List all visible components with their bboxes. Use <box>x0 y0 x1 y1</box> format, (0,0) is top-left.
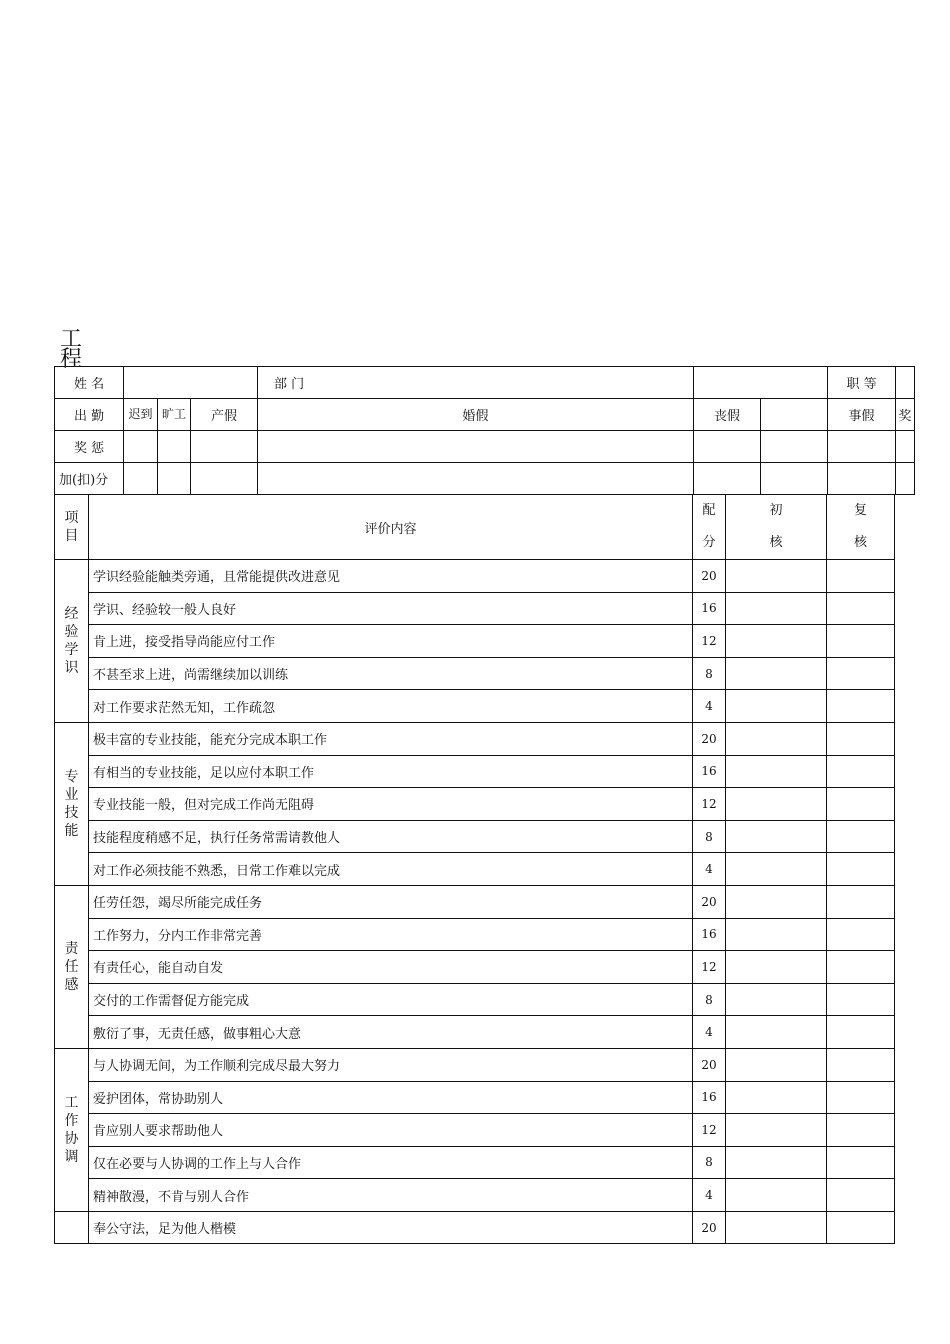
rank-field[interactable] <box>896 367 915 399</box>
criterion-text: 敷衍了事，无责任感，做事粗心大意 <box>89 1016 693 1049</box>
second-review-input[interactable] <box>827 722 895 755</box>
criterion-score: 20 <box>693 1048 726 1081</box>
table-row <box>55 1114 895 1147</box>
criterion-score: 12 <box>693 625 726 658</box>
second-review-input[interactable] <box>827 592 895 625</box>
table-row <box>55 885 895 918</box>
criterion-score: 8 <box>693 820 726 853</box>
bonus-cell-1[interactable] <box>124 463 158 495</box>
maternity-label: 产假 <box>191 399 258 431</box>
rank-label: 职 等 <box>828 367 896 399</box>
page-title: 工程 <box>60 327 83 372</box>
criterion-score: 4 <box>693 1016 726 1049</box>
funeral-label: 丧假 <box>694 399 761 431</box>
score-column-header <box>693 495 726 560</box>
criterion-text: 肯应别人要求帮助他人 <box>89 1114 693 1147</box>
bonus-cell-6[interactable] <box>761 463 828 495</box>
reward-cell-8[interactable] <box>896 431 915 463</box>
criterion-text: 奉公守法，足为他人楷模 <box>89 1211 693 1244</box>
attendance-label: 出 勤 <box>55 399 124 431</box>
table-row <box>55 788 895 821</box>
table-row <box>55 625 895 658</box>
bonus-cell-5[interactable] <box>694 463 761 495</box>
criterion-text: 不甚至求上进，尚需继续加以训练 <box>89 657 693 690</box>
first-review-input[interactable] <box>726 951 827 984</box>
second-review-input[interactable] <box>827 1081 895 1114</box>
criterion-score: 16 <box>693 918 726 951</box>
criterion-text: 学识经验能触类旁通，且常能提供改进意见 <box>89 560 693 593</box>
bonus-cell-8[interactable] <box>896 463 915 495</box>
table-row <box>55 592 895 625</box>
reward-cell-4[interactable] <box>258 431 694 463</box>
second-review-input[interactable] <box>827 853 895 886</box>
second-review-input[interactable] <box>827 1211 895 1244</box>
second-review-input[interactable] <box>827 625 895 658</box>
table-row <box>55 820 895 853</box>
criterion-text: 交付的工作需督促方能完成 <box>89 983 693 1016</box>
first-review-input[interactable] <box>726 983 827 1016</box>
bonus-cell-7[interactable] <box>828 463 896 495</box>
reward-cell-7[interactable] <box>828 431 896 463</box>
header-row-3 <box>55 431 915 463</box>
criterion-text: 学识、经验较一般人良好 <box>89 592 693 625</box>
first-review-input[interactable] <box>726 853 827 886</box>
second-review-input[interactable] <box>827 690 895 723</box>
header-row-4 <box>55 463 915 495</box>
second-review-input[interactable] <box>827 951 895 984</box>
info-header-table <box>54 366 915 495</box>
first-review-input[interactable] <box>726 560 827 593</box>
table-row <box>55 983 895 1016</box>
first-review-input[interactable] <box>726 657 827 690</box>
second-review-input[interactable] <box>827 560 895 593</box>
first-review-input[interactable] <box>726 625 827 658</box>
marriage-label: 婚假 <box>258 399 694 431</box>
criterion-text: 有相当的专业技能，足以应付本职工作 <box>89 755 693 788</box>
header-row-2 <box>55 399 915 431</box>
absent-label: 旷工 <box>158 399 191 431</box>
criterion-score: 20 <box>693 1211 726 1244</box>
table-row <box>55 1081 895 1114</box>
criterion-text: 工作努力，分内工作非常完善 <box>89 918 693 951</box>
category-label: 工作协调 <box>55 1048 89 1211</box>
first-review-input[interactable] <box>726 1016 827 1049</box>
first-review-input[interactable] <box>726 885 827 918</box>
dept-label: 部 门 <box>258 367 694 399</box>
first-review-line-1: 初 <box>769 503 783 518</box>
table-row <box>55 1016 895 1049</box>
criterion-score: 20 <box>693 722 726 755</box>
table-row <box>55 1048 895 1081</box>
second-review-input[interactable] <box>827 1146 895 1179</box>
bonus-label: 加(扣)分 <box>55 463 124 495</box>
first-review-line-2: 核 <box>769 535 783 550</box>
first-review-input[interactable] <box>726 722 827 755</box>
category-label <box>55 1211 89 1244</box>
table-row <box>55 1211 895 1244</box>
first-review-input[interactable] <box>726 755 827 788</box>
reward-label: 奖 <box>896 399 915 431</box>
criterion-text: 对工作要求茫然无知，工作疏忽 <box>89 690 693 723</box>
table-row <box>55 1146 895 1179</box>
criterion-text: 专业技能一般，但对完成工作尚无阻碍 <box>89 788 693 821</box>
score-header-line-1: 配 <box>702 503 716 518</box>
second-review-input[interactable] <box>827 1016 895 1049</box>
criterion-score: 4 <box>693 690 726 723</box>
table-row <box>55 918 895 951</box>
criterion-score: 8 <box>693 983 726 1016</box>
dept-field[interactable] <box>694 367 828 399</box>
bonus-cell-4[interactable] <box>258 463 694 495</box>
first-review-input[interactable] <box>726 690 827 723</box>
content-column-header: 评价内容 <box>89 495 693 560</box>
first-review-input[interactable] <box>726 918 827 951</box>
table-row <box>55 560 895 593</box>
criterion-text: 有责任心，能自动自发 <box>89 951 693 984</box>
bonus-cell-2[interactable] <box>158 463 191 495</box>
first-review-input[interactable] <box>726 1081 827 1114</box>
criterion-score: 16 <box>693 592 726 625</box>
table-row <box>55 853 895 886</box>
first-review-input[interactable] <box>726 1211 827 1244</box>
reward-punish-label: 奖 惩 <box>55 431 124 463</box>
evaluation-table <box>54 494 895 1244</box>
second-review-column-header <box>827 495 895 560</box>
criterion-score: 12 <box>693 1114 726 1147</box>
first-review-input[interactable] <box>726 788 827 821</box>
criterion-score: 4 <box>693 853 726 886</box>
second-review-input[interactable] <box>827 755 895 788</box>
reward-cell-1[interactable] <box>124 431 158 463</box>
table-row <box>55 951 895 984</box>
criterion-score: 8 <box>693 657 726 690</box>
evaluation-header-row <box>55 495 895 560</box>
second-review-input[interactable] <box>827 788 895 821</box>
reward-cell-6[interactable] <box>761 431 828 463</box>
criterion-score: 12 <box>693 788 726 821</box>
second-review-input[interactable] <box>827 1114 895 1147</box>
table-row <box>55 755 895 788</box>
criterion-score: 4 <box>693 1179 726 1212</box>
first-review-column-header <box>726 495 827 560</box>
criterion-text: 极丰富的专业技能，能充分完成本职工作 <box>89 722 693 755</box>
name-label: 姓 名 <box>55 367 124 399</box>
funeral-field[interactable] <box>761 399 828 431</box>
criterion-score: 16 <box>693 1081 726 1114</box>
first-review-input[interactable] <box>726 820 827 853</box>
criterion-text: 精神散漫，不肯与别人合作 <box>89 1179 693 1212</box>
criterion-score: 20 <box>693 560 726 593</box>
header-row-1 <box>55 367 915 399</box>
second-review-input[interactable] <box>827 1048 895 1081</box>
second-review-line-1: 复 <box>853 503 867 518</box>
late-label: 迟到 <box>124 399 158 431</box>
category-label: 经验学识 <box>55 560 89 723</box>
criterion-text: 对工作必须技能不熟悉，日常工作难以完成 <box>89 853 693 886</box>
bonus-cell-3[interactable] <box>191 463 258 495</box>
table-row <box>55 722 895 755</box>
reward-cell-5[interactable] <box>694 431 761 463</box>
table-row <box>55 1179 895 1212</box>
second-review-input[interactable] <box>827 657 895 690</box>
item-column-header: 项目 <box>55 495 89 560</box>
criterion-text: 与人协调无间，为工作顺利完成尽最大努力 <box>89 1048 693 1081</box>
second-review-line-2: 核 <box>853 535 867 550</box>
category-label: 责任感 <box>55 885 89 1048</box>
score-header-line-2: 分 <box>702 535 716 550</box>
reward-cell-3[interactable] <box>191 431 258 463</box>
reward-cell-2[interactable] <box>158 431 191 463</box>
table-row <box>55 690 895 723</box>
first-review-input[interactable] <box>726 1146 827 1179</box>
criterion-text: 仅在必要与人协调的工作上与人合作 <box>89 1146 693 1179</box>
second-review-input[interactable] <box>827 820 895 853</box>
first-review-input[interactable] <box>726 592 827 625</box>
criterion-score: 8 <box>693 1146 726 1179</box>
criterion-score: 16 <box>693 755 726 788</box>
table-row <box>55 657 895 690</box>
second-review-input[interactable] <box>827 1179 895 1212</box>
evaluation-form <box>54 366 912 1264</box>
criterion-text: 爱护团体，常协助别人 <box>89 1081 693 1114</box>
category-label: 专业技能 <box>55 722 89 885</box>
criterion-text: 任劳任怨，竭尽所能完成任务 <box>89 885 693 918</box>
first-review-input[interactable] <box>726 1114 827 1147</box>
criterion-text: 技能程度稍感不足，执行任务常需请教他人 <box>89 820 693 853</box>
criterion-score: 12 <box>693 951 726 984</box>
criterion-text: 肯上进，接受指导尚能应付工作 <box>89 625 693 658</box>
second-review-input[interactable] <box>827 918 895 951</box>
personal-leave-label: 事假 <box>828 399 896 431</box>
name-field[interactable] <box>124 367 258 399</box>
second-review-input[interactable] <box>827 885 895 918</box>
second-review-input[interactable] <box>827 983 895 1016</box>
first-review-input[interactable] <box>726 1179 827 1212</box>
criterion-score: 20 <box>693 885 726 918</box>
first-review-input[interactable] <box>726 1048 827 1081</box>
